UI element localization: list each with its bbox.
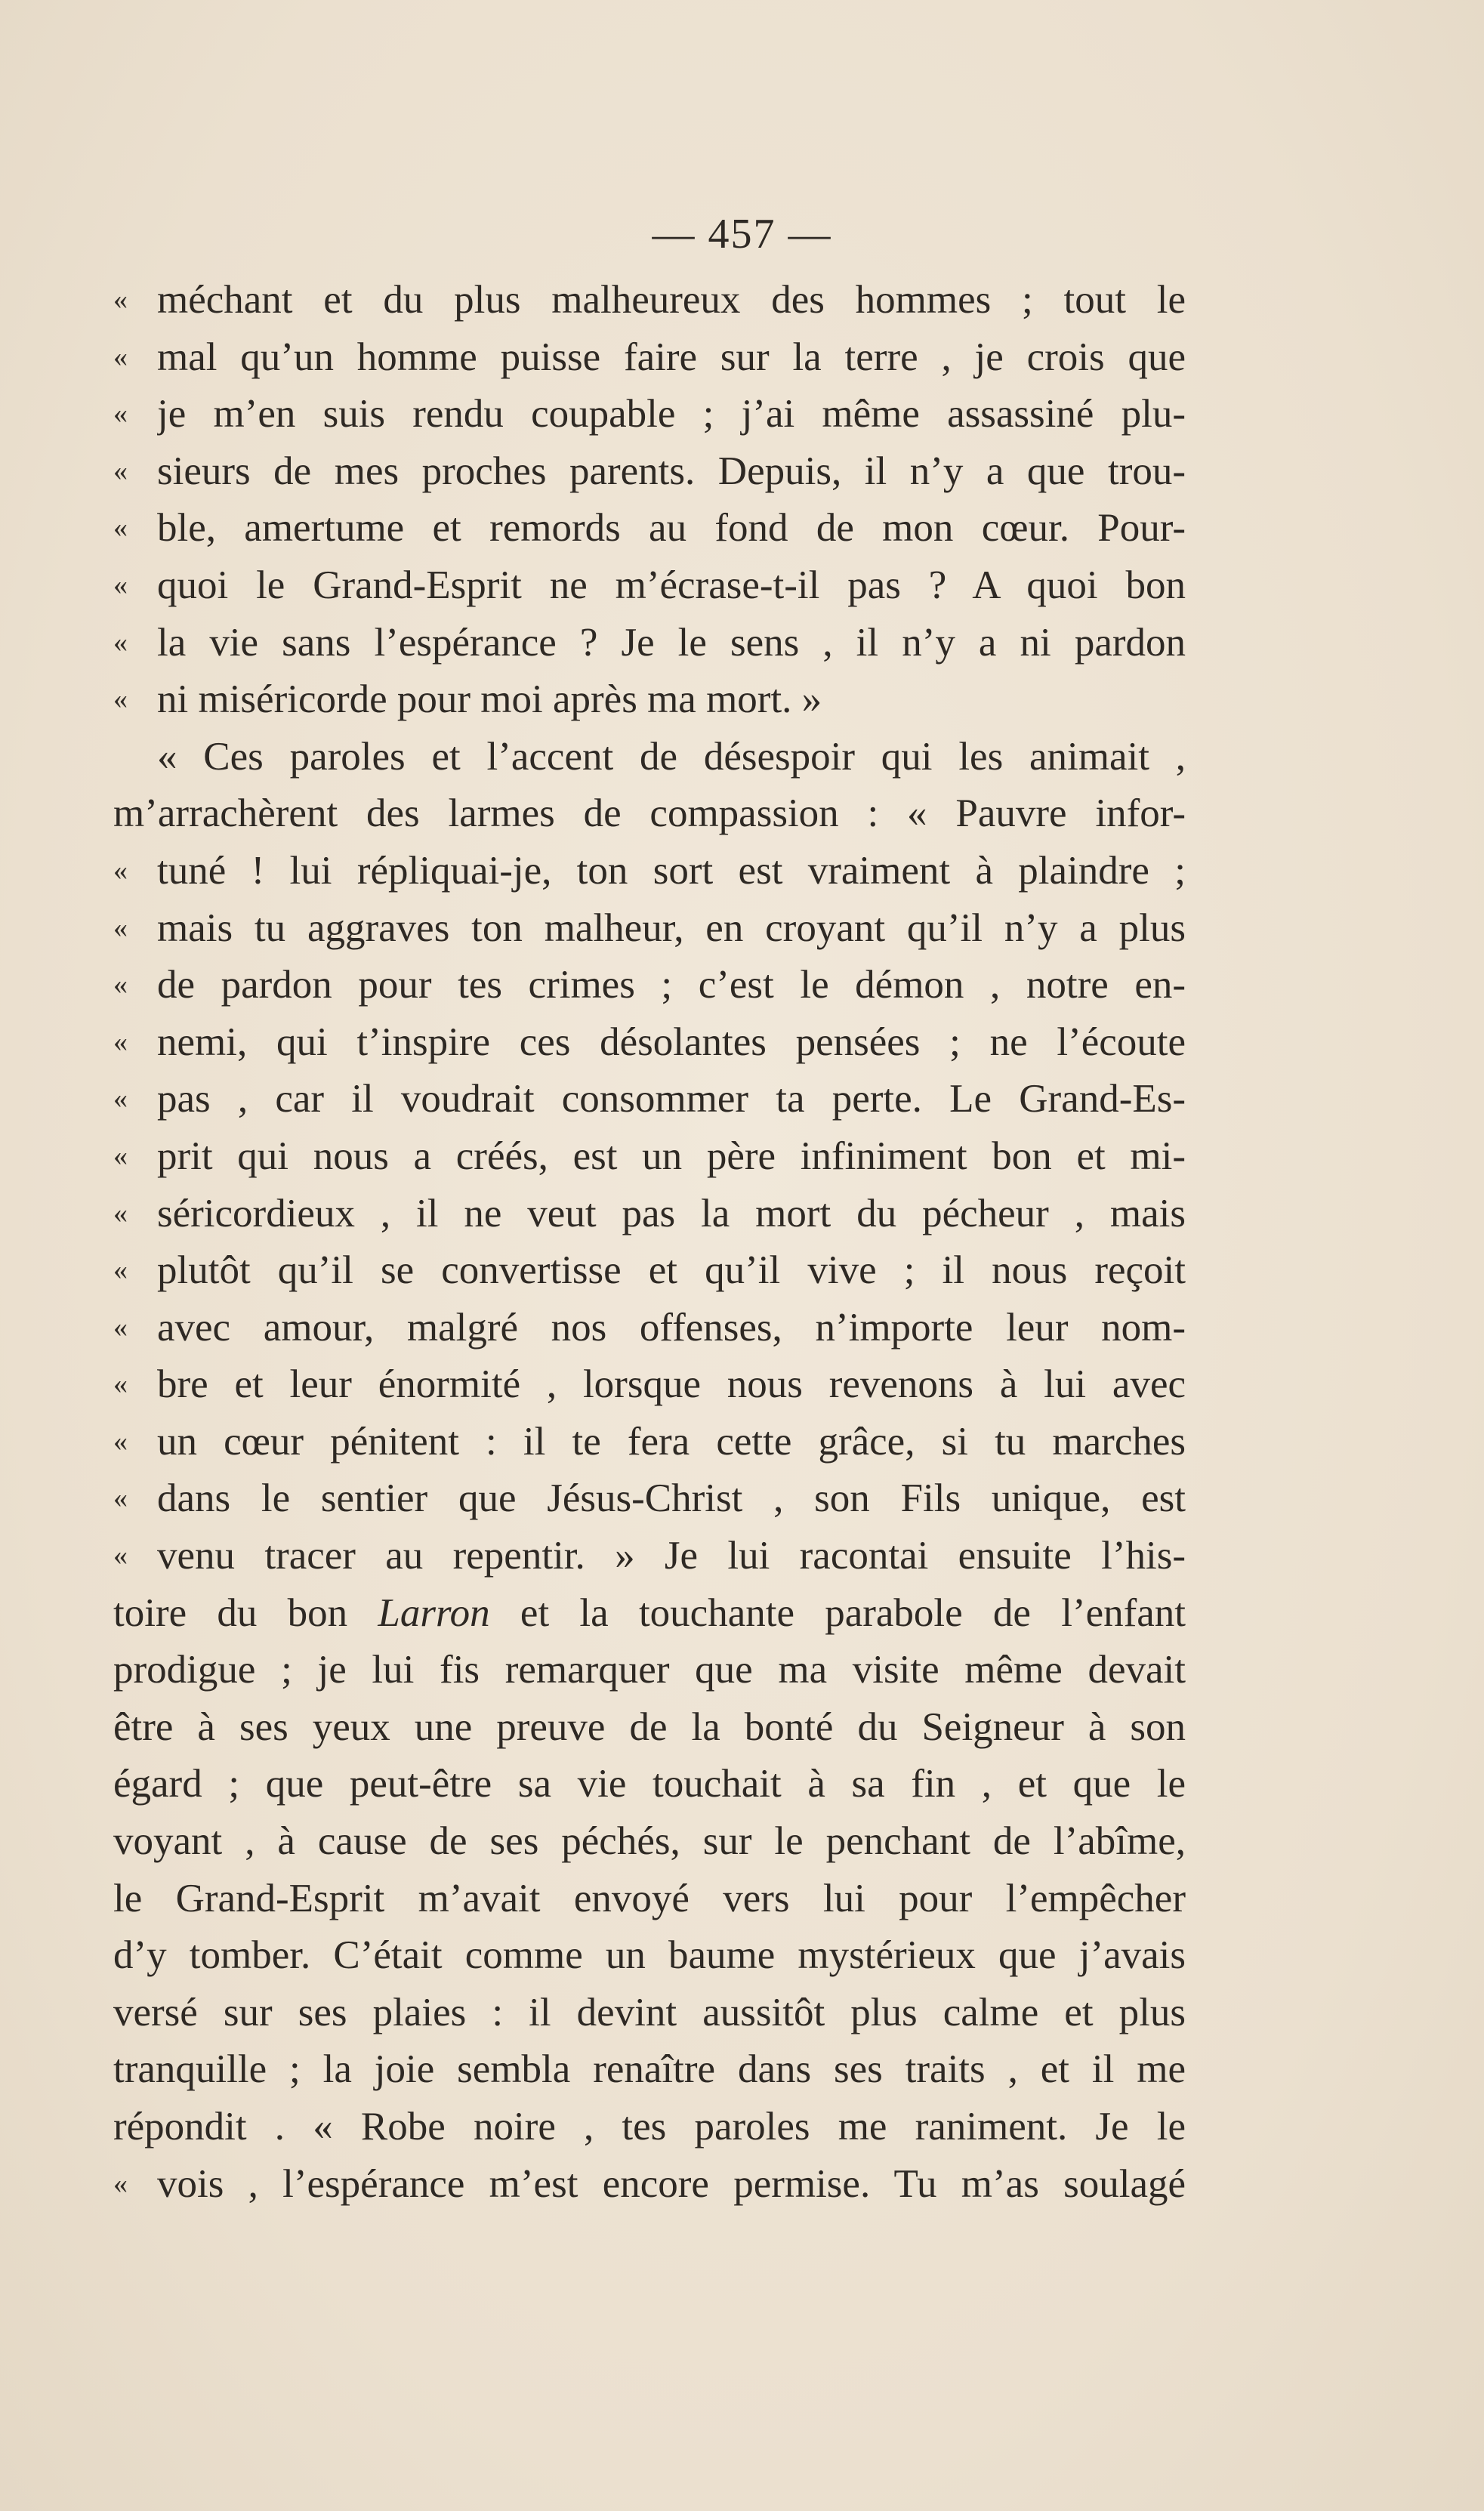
quote-mark: « (113, 1140, 128, 1172)
text-line (113, 2156, 1186, 2213)
quote-mark: « (113, 1425, 128, 1458)
text-line (113, 729, 1186, 786)
line-text: tuné ! lui répliquai-je, ton sort est vraiment à plaindre ; (157, 848, 1186, 893)
line-text: ni miséricorde pour moi après ma mort. » (157, 677, 822, 722)
quote-mark: « (113, 1311, 128, 1343)
text-line (113, 843, 1186, 900)
text-line (113, 443, 1186, 501)
line-text: séricordieux , il ne veut pas la mort du pécheur , mais (157, 1191, 1186, 1235)
line-text: la vie sans l’espérance ? Je le sens , il n’y a ni pardon (157, 620, 1186, 665)
line-text: sieurs de mes proches parents. Depuis, il n’y a que trou- (157, 449, 1186, 493)
quote-mark: « (113, 284, 128, 316)
text-line (113, 1642, 1186, 1699)
line-text: prodigue ; je lui fis remarquer que ma visite même devait (113, 1648, 1186, 1692)
quote-mark: « (113, 854, 128, 887)
line-text: ble, amertume et remords au fond de mon cœur. Pour- (157, 506, 1186, 551)
quote-mark: « (113, 1368, 128, 1401)
line-text (113, 1585, 1186, 1643)
line-text: quoi le Grand-Esprit ne m’écrase-t-il pas ? A quoi bon (157, 563, 1186, 607)
text-line (113, 1927, 1186, 1985)
line-text: être à ses yeux une preuve de la bonté du Seigneur à son (113, 1704, 1186, 1749)
text-line (113, 1128, 1186, 1186)
body-text (113, 272, 1186, 2213)
text-line (113, 1699, 1186, 1757)
quote-mark: « (113, 1083, 128, 1115)
line-text: m’arrachèrent des larmes de compassion : « Pauvre infor- (113, 791, 1186, 836)
text-line (113, 1813, 1186, 1871)
text-line (113, 615, 1186, 672)
text-line (113, 557, 1186, 615)
text-line (113, 1585, 1186, 1643)
page-number: — 457 — (652, 211, 832, 258)
quote-mark: « (113, 512, 128, 544)
line-text: un cœur pénitent : il te fera cette grâce, si tu marches (157, 1419, 1186, 1464)
text-line (113, 1414, 1186, 1471)
line-text: mal qu’un homme puisse faire sur la terre , je crois que (157, 335, 1186, 379)
text-line (113, 1242, 1186, 1300)
text-line (113, 1528, 1186, 1585)
line-text: méchant et du plus malheureux des hommes ; tout le (157, 278, 1186, 322)
quote-mark: « (113, 683, 128, 716)
line-text: plutôt qu’il se convertisse et qu’il vive ; il nous reçoit (157, 1248, 1186, 1293)
line-text: tranquille ; la joie sembla renaître dans ses traits , et il me (113, 2047, 1186, 2092)
text-line (113, 386, 1186, 443)
text-line (113, 329, 1186, 387)
text-line (113, 671, 1186, 729)
italic-word: Larron (378, 1590, 490, 1635)
text-line (113, 1356, 1186, 1414)
text-line (113, 1300, 1186, 1357)
quote-mark: « (113, 626, 128, 659)
text-line (113, 2041, 1186, 2099)
line-text: mais tu aggraves ton malheur, en croyant qu’il n’y a plus (157, 905, 1186, 950)
text-line (113, 1014, 1186, 1072)
text-line (113, 1985, 1186, 2042)
text-line (113, 900, 1186, 958)
line-text: nemi, qui t’inspire ces désolantes pensées ; ne l’écoute (157, 1020, 1186, 1064)
line-text: pas , car il voudrait consommer ta perte. Le Grand-Es- (157, 1077, 1186, 1121)
line-text: bre et leur énormité , lorsque nous revenons à lui avec (157, 1362, 1186, 1407)
quote-mark: « (113, 341, 128, 373)
quote-mark: « (113, 1254, 128, 1287)
quote-mark: « (113, 2167, 128, 2200)
quote-mark: « (113, 912, 128, 944)
line-text: répondit . « Robe noire , tes paroles me raniment. Je le (113, 2105, 1186, 2149)
line-text: avec amour, malgré nos offenses, n’importe leur nom- (157, 1305, 1186, 1350)
line-text: dans le sentier que Jésus-Christ , son Fils unique, est (157, 1476, 1186, 1521)
quote-mark: « (113, 455, 128, 487)
line-text-after: et la touchante parabole de l’enfant (489, 1590, 1186, 1635)
text-line (113, 1756, 1186, 1813)
text-line (113, 785, 1186, 843)
line-text: je m’en suis rendu coupable ; j’ai même assassiné plu- (157, 392, 1186, 436)
quote-mark: « (113, 569, 128, 601)
text-line (113, 1871, 1186, 1928)
quote-mark: « (113, 1540, 128, 1572)
line-text: versé sur ses plaies : il devint aussitôt plus calme et plus (113, 1990, 1186, 2034)
quote-mark: « (113, 1026, 128, 1058)
text-line (113, 1071, 1186, 1128)
line-text: voyant , à cause de ses péchés, sur le penchant de l’abîme, (113, 1819, 1186, 1864)
quote-mark: « (113, 398, 128, 430)
line-text: le Grand-Esprit m’avait envoyé vers lui pour l’empêcher (113, 1876, 1186, 1920)
text-line (113, 500, 1186, 557)
quote-mark: « (113, 1197, 128, 1229)
line-text-before: toire du bon (113, 1590, 378, 1635)
line-text: de pardon pour tes crimes ; c’est le démon , notre en- (157, 963, 1186, 1007)
text-line (113, 272, 1186, 329)
line-text: prit qui nous a créés, est un père infiniment bon et mi- (157, 1134, 1186, 1178)
quote-mark: « (113, 1482, 128, 1515)
line-text: vois , l’espérance m’est encore permise. Tu m’as soulagé (157, 2161, 1186, 2206)
text-line (113, 957, 1186, 1014)
text-line (113, 2099, 1186, 2156)
text-line (113, 1470, 1186, 1528)
line-text: d’y tomber. C’était comme un baume mystérieux que j’avais (113, 1933, 1186, 1978)
line-text: égard ; que peut-être sa vie touchait à sa fin , et que le (113, 1762, 1186, 1806)
quote-mark: « (113, 969, 128, 1001)
line-text: venu tracer au repentir. » Je lui racontai ensuite l’his- (157, 1534, 1186, 1578)
text-line (113, 1186, 1186, 1243)
line-text: « Ces paroles et l’accent de désespoir qui les animait , (157, 734, 1186, 779)
